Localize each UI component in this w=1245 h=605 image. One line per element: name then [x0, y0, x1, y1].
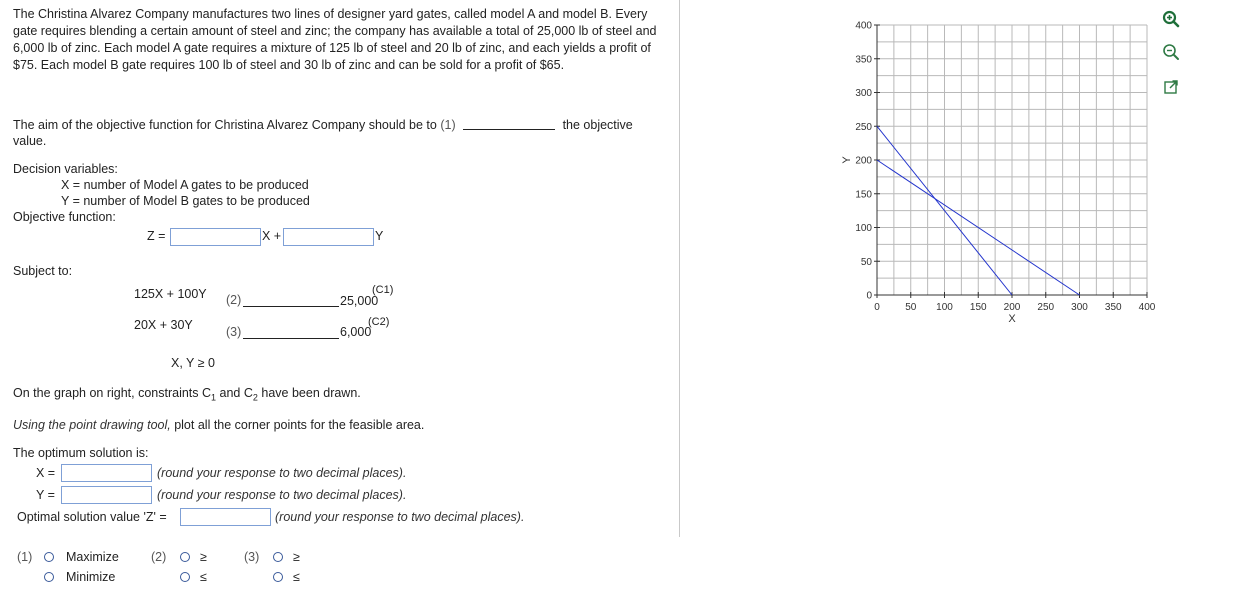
- tool-note-rest: plot all the corner points for the feasible area.: [170, 418, 425, 432]
- y-tick-label: 0: [866, 290, 872, 302]
- c1-ge-label: ≥: [200, 550, 207, 564]
- problem-statement: The Christina Alvarez Company manufactures two lines of designer yard gates, called model A and model B. Every gate requires blending a certain amount of steel and zinc; the company has available a total of 25,000 lb of steel and 6,000 lb of zinc. Each model A gate requires a mixture of 125 lb of steel and 20 lb of zinc, and each yields a profit of $75. Each model B gate requires 100 lb of steel and 30 lb of zinc and can be sold for a profit of $65.: [13, 7, 657, 72]
- aim-prefix: The aim of the objective function for Christina Alvarez Company should be to: [13, 118, 437, 132]
- c1-rhs: 25,000: [340, 294, 379, 308]
- aim-answer-blank[interactable]: [463, 129, 555, 130]
- maximize-label: Maximize: [66, 550, 119, 564]
- optimum-y-label: Y =: [36, 488, 55, 502]
- c2-marker: (3): [226, 325, 242, 339]
- optimum-y-hint: (round your response to two decimal places).: [157, 488, 407, 502]
- choice-minimize[interactable]: [44, 570, 115, 584]
- nonneg-constraint: X, Y ≥ 0: [171, 356, 215, 370]
- c1-le-label: ≤: [200, 570, 207, 584]
- y-tick-label: 150: [855, 189, 872, 201]
- graph-note-mid: and C: [216, 386, 253, 400]
- c2-label: (C2): [368, 316, 390, 328]
- objective-heading: Objective function:: [13, 210, 116, 224]
- optimum-y-input[interactable]: [61, 486, 152, 504]
- constraints-heading: Subject to:: [13, 264, 73, 278]
- x-tick-label: 400: [1138, 302, 1156, 313]
- y-tick-label: 250: [855, 121, 872, 133]
- y-tick-label: 100: [855, 223, 872, 234]
- objective-y-suffix: Y: [375, 229, 384, 243]
- decision-y-def: Y = number of Model B gates to be produced: [61, 194, 310, 208]
- x-tick-label: 100: [936, 302, 953, 313]
- y-tick-label: 50: [860, 256, 872, 268]
- y-tick-label: 300: [855, 88, 872, 99]
- optimum-x-input[interactable]: [61, 464, 152, 482]
- c2-le-label: ≤: [293, 570, 300, 584]
- aim-suffix: the objective: [562, 118, 633, 132]
- graph-note-sub2: 2: [252, 392, 258, 403]
- c1-marker: (2): [226, 293, 242, 307]
- choice-c1-ge[interactable]: [180, 550, 207, 564]
- maximize-radio[interactable]: [44, 552, 54, 562]
- choice-c1-le[interactable]: [180, 570, 207, 584]
- minimize-label: Minimize: [66, 570, 116, 584]
- x-tick-label: 200: [1003, 302, 1021, 313]
- optimum-x-label: X =: [36, 466, 56, 480]
- choice-group-2-marker: (2): [151, 550, 167, 564]
- optimum-z-hint: (round your response to two decimal places).: [275, 510, 525, 524]
- graph-note-b: have been drawn.: [257, 386, 361, 400]
- objective-z-label: Z =: [147, 229, 166, 243]
- c2-rhs: 6,000: [340, 325, 372, 339]
- graph-note-a: On the graph on right, constraints C: [13, 386, 212, 400]
- x-tick-label: 0: [874, 302, 880, 313]
- c2-ge-label: ≥: [293, 550, 300, 564]
- c1-lhs: 125X + 100Y: [134, 287, 207, 301]
- c2-ge-radio[interactable]: [273, 552, 283, 562]
- decision-heading: Decision variables:: [13, 162, 118, 176]
- c1-ge-radio[interactable]: [180, 552, 190, 562]
- x-tick-label: 350: [1104, 302, 1122, 313]
- c2-sign-blank[interactable]: [243, 338, 339, 339]
- optimum-x-hint: (round your response to two decimal places).: [157, 466, 407, 480]
- x-tick-label: 250: [1037, 302, 1055, 313]
- tool-note-italic: Using the point drawing tool,: [13, 418, 171, 432]
- optimum-z-input[interactable]: [180, 508, 271, 526]
- decision-x-def: X = number of Model A gates to be produced: [61, 178, 309, 192]
- choice-group-1-marker: (1): [17, 550, 33, 564]
- x-tick-label: 50: [905, 302, 917, 313]
- y-axis-title: Y: [841, 156, 853, 164]
- tool-note: [13, 418, 424, 432]
- c2-le-radio[interactable]: [273, 572, 283, 582]
- c1-le-radio[interactable]: [180, 572, 190, 582]
- x-tick-label: 150: [969, 302, 987, 313]
- c1-label: (C1): [372, 284, 394, 296]
- x-tick-label: 300: [1071, 302, 1088, 313]
- choice-maximize[interactable]: [44, 550, 119, 564]
- choice-group-3-marker: (3): [244, 550, 260, 564]
- optimum-heading: The optimum solution is:: [13, 446, 149, 460]
- panel-divider: [679, 0, 680, 537]
- y-tick-label: 400: [855, 20, 872, 32]
- objective-aim-text: [13, 117, 673, 149]
- constraint-graph[interactable]: [830, 10, 1170, 330]
- graph-note-sub1: 1: [211, 392, 217, 403]
- y-tick-label: 350: [855, 54, 872, 66]
- c2-lhs: 20X + 30Y: [134, 318, 193, 332]
- objective-y-coef-input[interactable]: [283, 228, 374, 246]
- objective-x-coef-input[interactable]: [170, 228, 261, 246]
- expand-icon[interactable]: [1160, 76, 1182, 98]
- aim-value: value.: [13, 134, 47, 148]
- choice-c2-ge[interactable]: [273, 550, 300, 564]
- zoom-out-icon[interactable]: [1160, 41, 1182, 63]
- c1-sign-blank[interactable]: [243, 306, 339, 307]
- x-axis-title: X: [1008, 313, 1016, 325]
- optimum-z-label: Optimal solution value 'Z' =: [17, 510, 167, 524]
- y-tick-label: 200: [855, 155, 872, 167]
- minimize-radio[interactable]: [44, 572, 54, 582]
- objective-x-suffix: X +: [262, 229, 282, 243]
- choice-c2-le[interactable]: [273, 570, 300, 584]
- graph-note: [13, 386, 361, 403]
- zoom-in-icon[interactable]: [1160, 8, 1182, 30]
- aim-marker: (1): [440, 118, 456, 132]
